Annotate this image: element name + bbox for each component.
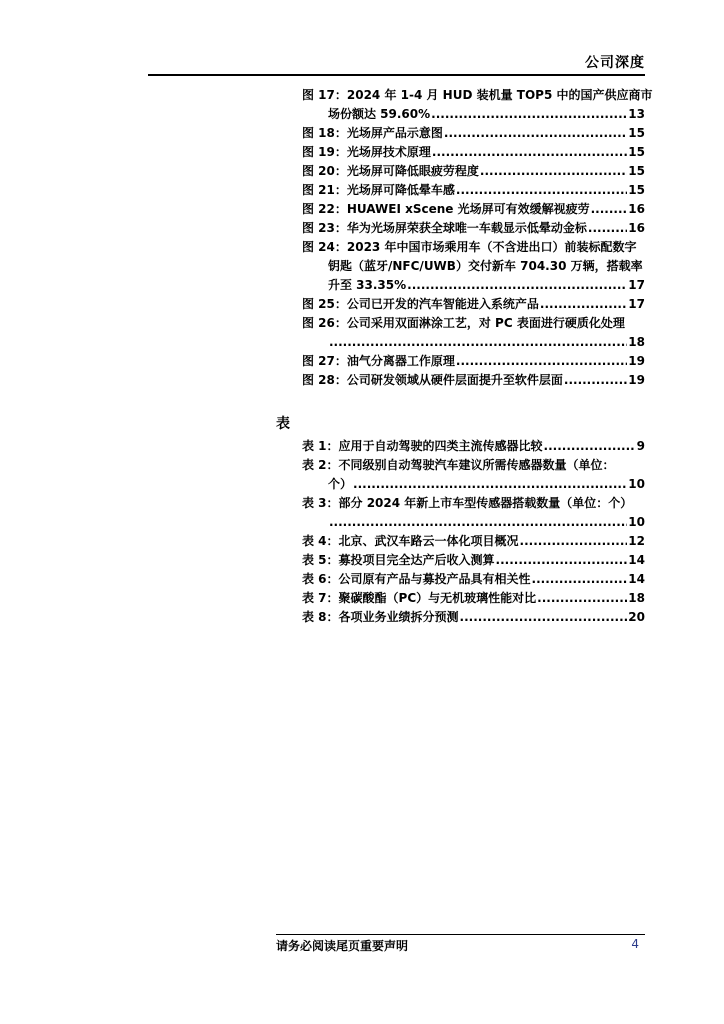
figure-entry-page: 16	[628, 202, 645, 216]
figure-entry[interactable]	[302, 143, 645, 162]
figure-entry-page: 19	[628, 354, 645, 368]
dot-leader	[456, 352, 627, 371]
dot-leader	[329, 333, 627, 352]
figure-entry-text: 钥匙（蓝牙/NFC/UWB）交付新车 704.30 万辆，搭载率	[328, 259, 643, 273]
figure-entry[interactable]	[302, 352, 645, 371]
dot-leader	[456, 181, 627, 200]
table-entry-text: 表 3：部分 2024 年新上市车型传感器搭载数量（单位：个）	[302, 496, 633, 510]
dot-leader	[329, 513, 627, 532]
dot-leader	[544, 437, 636, 456]
figure-entry-text: 图 24：2023 年中国市场乘用车（不含进出口）前装标配数字	[302, 240, 637, 254]
footer-disclaimer: 请务必阅读尾页重要声明	[276, 939, 409, 953]
figure-entry-text: 图 20：光场屏可降低眼疲劳程度	[302, 164, 479, 178]
table-entry[interactable]	[302, 494, 645, 532]
table-entry-page: 10	[628, 477, 645, 491]
figure-entry-page: 15	[628, 145, 645, 159]
figure-entry-page: 15	[628, 183, 645, 197]
dot-leader	[537, 589, 627, 608]
table-entry[interactable]	[302, 570, 645, 589]
figure-entry-page: 18	[628, 335, 645, 349]
figure-entry-text: 图 25：公司已开发的汽车智能进入系统产品	[302, 297, 539, 311]
tables-section-label: 表	[276, 416, 290, 432]
dot-leader	[496, 551, 628, 570]
dot-leader	[431, 105, 627, 124]
figure-entry-page: 15	[628, 164, 645, 178]
figure-entry-text: 场份额达 59.60%	[328, 107, 431, 121]
figure-entry[interactable]	[302, 238, 645, 295]
table-entry[interactable]	[302, 456, 645, 494]
footer-page-number: 4	[631, 937, 639, 951]
table-entry-page: 12	[628, 534, 645, 548]
table-entry[interactable]	[302, 437, 645, 456]
table-entry-page: 14	[628, 553, 645, 567]
figure-entry-page: 17	[628, 297, 645, 311]
figure-entry-page: 16	[628, 221, 645, 235]
table-entry[interactable]	[302, 551, 645, 570]
dot-leader	[444, 124, 627, 143]
page-header-title: 公司深度	[585, 55, 645, 71]
figure-entry-text: 图 26：公司采用双面淋涂工艺，对 PC 表面进行硬质化处理	[302, 316, 625, 330]
table-entry-text: 表 4：北京、武汉车路云一体化项目概况	[302, 534, 519, 548]
dot-leader	[588, 219, 627, 238]
header-rule	[148, 74, 645, 76]
figure-entry[interactable]	[302, 181, 645, 200]
figure-entry-text: 图 17：2024 年 1-4 月 HUD 装机量 TOP5 中的国产供应商市	[302, 88, 653, 102]
table-entry[interactable]	[302, 589, 645, 608]
figure-entry-page: 13	[628, 107, 645, 121]
figure-entry[interactable]	[302, 314, 645, 352]
table-entry-text: 表 1：应用于自动驾驶的四类主流传感器比较	[302, 439, 543, 453]
figure-entry-text: 图 21：光场屏可降低晕车感	[302, 183, 455, 197]
table-entry-text: 表 6：公司原有产品与募投产品具有相关性	[302, 572, 531, 586]
dot-leader	[432, 143, 627, 162]
figure-entry[interactable]	[302, 86, 653, 124]
dot-leader	[591, 200, 628, 219]
figure-entry-page: 15	[628, 126, 645, 140]
figure-entry-text: 图 18：光场屏产品示意图	[302, 126, 443, 140]
dot-leader	[532, 570, 628, 589]
figure-entry-text: 图 19：光场屏技术原理	[302, 145, 431, 159]
table-entry-text: 表 2：不同级别自动驾驶汽车建议所需传感器数量（单位：	[302, 458, 615, 472]
figure-entry[interactable]	[302, 295, 645, 314]
figure-entry-text: 图 27：油气分离器工作原理	[302, 354, 455, 368]
table-entry-text: 个）	[328, 477, 353, 491]
table-entry[interactable]	[302, 532, 645, 551]
figure-entry[interactable]	[302, 371, 645, 390]
figure-entry-text: 图 28：公司研发领域从硬件层面提升至软件层面	[302, 373, 563, 387]
footer-rule	[276, 934, 645, 935]
dot-leader	[407, 276, 627, 295]
table-entry-page: 14	[628, 572, 645, 586]
dot-leader	[460, 608, 628, 627]
dot-leader	[520, 532, 628, 551]
table-entry-text: 表 7：聚碳酸酯（PC）与无机玻璃性能对比	[302, 591, 537, 605]
figure-entry[interactable]	[302, 124, 645, 143]
table-entry-page: 18	[628, 591, 645, 605]
figure-entry-text: 图 22：HUAWEI xScene 光场屏可有效缓解视疲劳	[302, 202, 590, 216]
figure-entry[interactable]	[302, 162, 645, 181]
figure-entry-page: 19	[628, 373, 645, 387]
table-entry-text: 表 8：各项业务业绩拆分预测	[302, 610, 459, 624]
dot-leader	[540, 295, 627, 314]
dot-leader	[353, 475, 627, 494]
figure-entry-text: 图 23：华为光场屏荣获全球唯一车载显示低晕动金标	[302, 221, 587, 235]
table-entry-text: 表 5：募投项目完全达产后收入测算	[302, 553, 495, 567]
dot-leader	[564, 371, 627, 390]
figure-entry-text: 升至 33.35%	[328, 278, 407, 292]
table-entry-page: 9	[636, 439, 645, 453]
figure-entry[interactable]	[302, 200, 645, 219]
figure-entry-page: 17	[628, 278, 645, 292]
dot-leader	[480, 162, 627, 181]
figure-entry[interactable]	[302, 219, 645, 238]
table-entry[interactable]	[302, 608, 645, 627]
table-entry-page: 10	[628, 515, 645, 529]
table-entry-page: 20	[628, 610, 645, 624]
